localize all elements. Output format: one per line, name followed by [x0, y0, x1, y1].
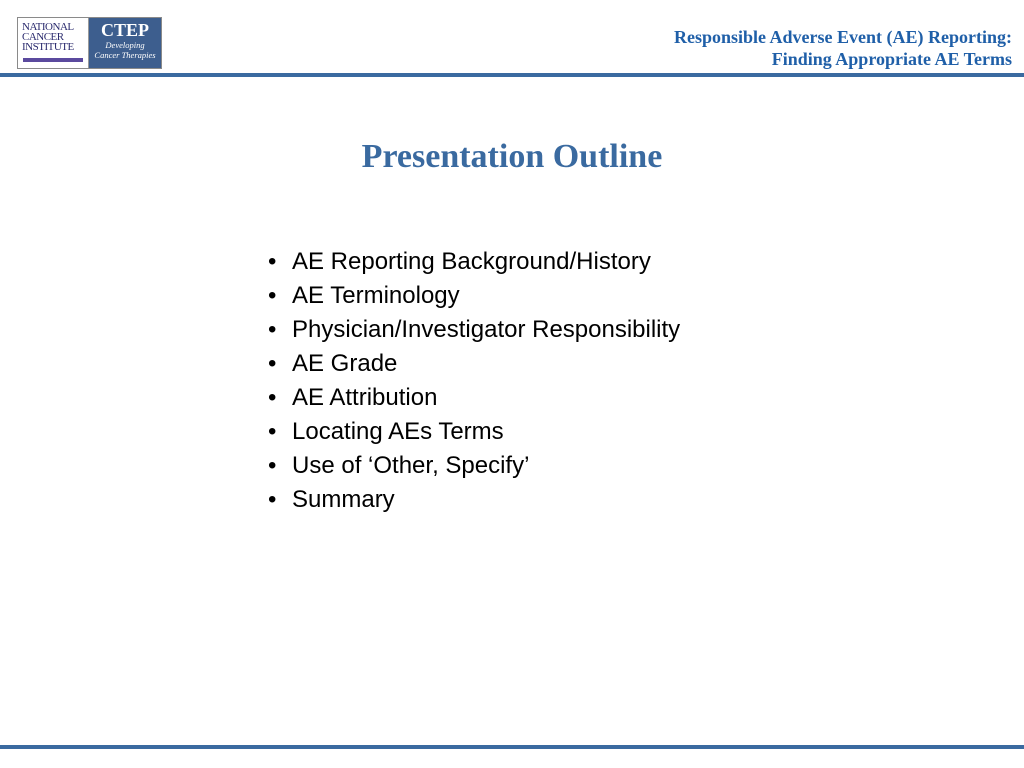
header-title-line-2: Finding Appropriate AE Terms [771, 49, 1012, 69]
outline-item-text: AE Attribution [292, 384, 438, 411]
slide-title: Presentation Outline [361, 138, 663, 175]
outline-item-text: Physician/Investigator Responsibility [292, 316, 681, 343]
outline-list [268, 245, 680, 517]
outline-item [268, 245, 680, 279]
bullet-icon: • [268, 248, 277, 275]
bullet-icon: • [268, 418, 277, 445]
header-title-line-1: Responsible Adverse Event (AE) Reporting: [674, 27, 1012, 47]
nci-logo-bar [23, 58, 83, 62]
outline-item [268, 449, 680, 483]
outline-item [268, 313, 680, 347]
ctep-logo-title: CTEP [100, 20, 149, 40]
ctep-logo [89, 18, 161, 68]
header-title [674, 26, 1012, 70]
bullet-icon: • [268, 316, 277, 343]
nci-logo-text: NATIONAL CANCER INSTITUTE [22, 21, 74, 53]
ctep-logo-subtitle-2: Cancer Therapies [94, 50, 156, 60]
bullet-icon: • [268, 350, 277, 377]
outline-item-text: Summary [292, 486, 395, 513]
outline-item [268, 381, 680, 415]
footer-divider [0, 745, 1024, 749]
header-divider [0, 73, 1024, 77]
outline-item-text: Locating AEs Terms [292, 418, 504, 445]
outline-item [268, 347, 680, 381]
outline-item-text: AE Terminology [292, 282, 460, 309]
bullet-icon: • [268, 384, 277, 411]
header-logos [17, 17, 162, 69]
ctep-logo-subtitle-1: Developing [105, 40, 145, 50]
bullet-icon: • [268, 486, 277, 513]
nci-logo [18, 18, 89, 68]
bullet-icon: • [268, 282, 277, 309]
outline-item-text: AE Grade [292, 350, 398, 377]
outline-item-text: Use of ‘Other, Specify’ [292, 452, 530, 479]
outline-item [268, 483, 680, 517]
outline-item [268, 415, 680, 449]
outline-item-text: AE Reporting Background/History [292, 248, 651, 275]
bullet-icon: • [268, 452, 277, 479]
outline-item [268, 279, 680, 313]
